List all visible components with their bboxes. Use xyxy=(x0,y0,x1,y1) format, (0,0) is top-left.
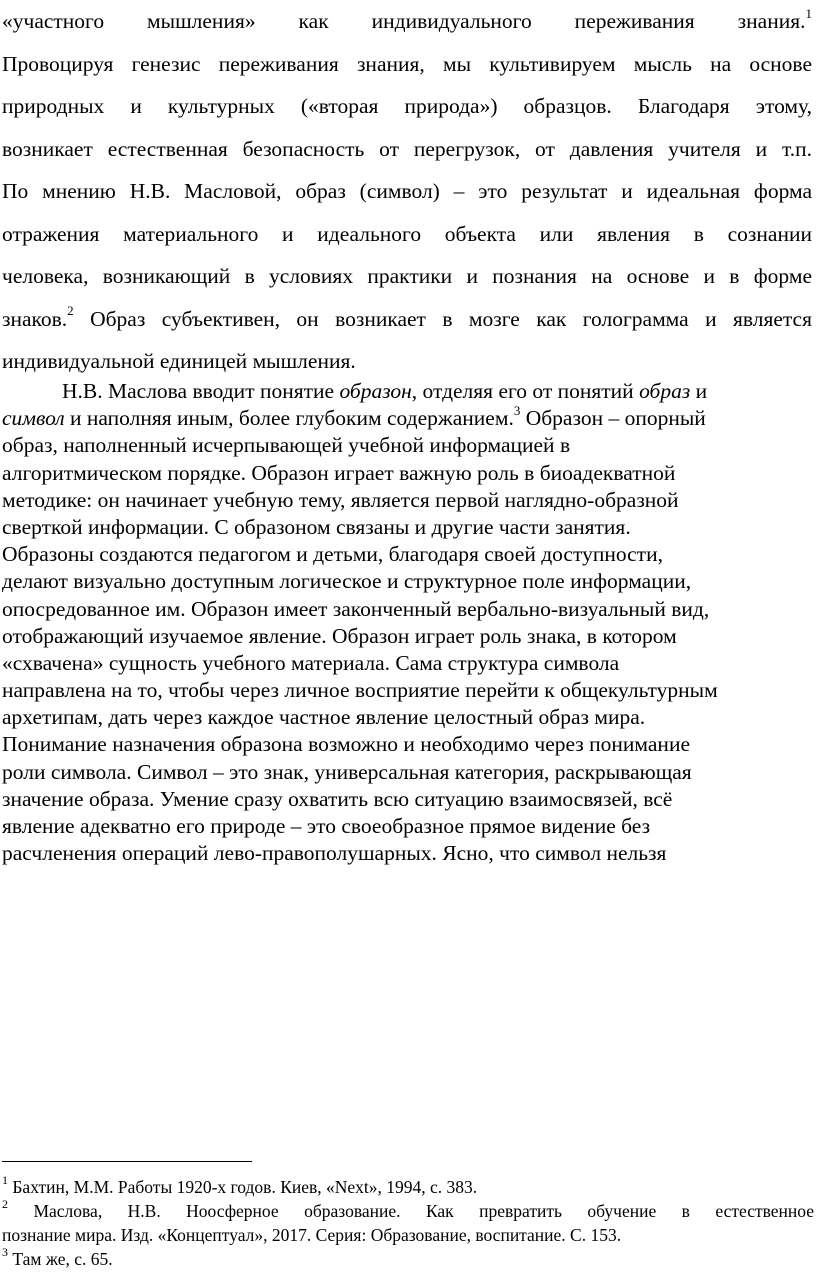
text-line: архетипам, дать через каждое частное явление целостный образ мира. xyxy=(2,705,646,730)
italic-term: символ xyxy=(2,406,65,431)
text-line: направлена на то, чтобы через личное восприятие перейти к общекультурным xyxy=(2,678,718,703)
text-line: знаков.$^2$ Образ субъективен, он возникает в мозге как голограмма и является xyxy=(2,303,812,331)
text-line: делают визуально доступным логическое и структурное поле информации, xyxy=(2,569,692,594)
text-line: природных и культурных («вторая природа») образцов. Благодаря этому, xyxy=(2,94,812,118)
text-line: По мнению Н.В. Масловой, образ (символ) – это результат и идеальная форма xyxy=(2,179,812,203)
footnotes-section xyxy=(2,1161,814,1271)
footnote-number: 2 xyxy=(2,1197,8,1212)
footnote-ref-1: 1 xyxy=(805,5,812,21)
footnote-number: 3 xyxy=(2,1245,8,1260)
footnote-ref-3: 3 xyxy=(513,403,521,419)
footnote-ref-2: 2 xyxy=(67,303,74,319)
italic-term: образон xyxy=(339,379,412,403)
footnote-line: $^1$ Бахтин, М.М. Работы 1920-х годов. Киев, «Next», 1994, с. 383. xyxy=(2,1173,478,1197)
text-line: «участного мышления» как индивидуального переживания знания.$^1$ xyxy=(2,5,812,33)
text-line: символ и наполняя иным, более глубоким содержанием.$^3$ Образон – опорный xyxy=(2,403,706,431)
text-line: опосредованное им. Образон имеет законченный вербально-визуальный вид, xyxy=(2,596,710,621)
text-line: Образоны создаются педагогом и детьми, благодаря своей доступности, xyxy=(2,542,663,567)
text-line: явление адекватно его природе – это своеобразное прямое видение без xyxy=(2,814,651,838)
footnote-line: $^3$ Там же, с. 65. xyxy=(2,1245,113,1269)
text-line: расчленения операций лево-правополушарных. Ясно, что символ нельзя xyxy=(2,841,667,866)
footnote-line: $^2$ Маслова, Н.В. Ноосферное образование. Как превратить обучение в естественное xyxy=(2,1197,814,1221)
footnote-line: познание мира. Изд. «Концептуал», 2017. Серия: Образование, воспитание. С. 153. xyxy=(2,1225,622,1245)
text-line: «схвачена» сущность учебного материала. Сама структура символа xyxy=(2,650,620,675)
footnote-2 xyxy=(2,1199,814,1247)
text-line: индивидуальной единицей мышления. xyxy=(2,349,356,373)
footnote-3 xyxy=(2,1247,814,1271)
paragraph-2 xyxy=(2,378,814,867)
text-line: образ, наполненный исчерпывающей учебной информацией в xyxy=(2,433,571,458)
text-line: Понимание назначения образона возможно и необходимо через понимание xyxy=(2,732,690,757)
text-line: методике: он начинает учебную тему, является первой наглядно-образной xyxy=(2,487,679,512)
text-line: роли символа. Символ – это знак, универсальная категория, раскрывающая xyxy=(2,759,692,784)
footnote-separator xyxy=(2,1161,252,1162)
text-line: значение образа. Умение сразу охватить всю ситуацию взаимосвязей, всё xyxy=(2,786,673,811)
footnote-number: 1 xyxy=(2,1173,8,1188)
italic-term: образ xyxy=(639,379,691,403)
text-line: сверткой информации. С образоном связаны и другие части занятия. xyxy=(2,514,631,539)
text-line: Провоцируя генезис переживания знания, мы культивируем мысль на основе xyxy=(2,51,812,76)
paragraph-1 xyxy=(2,0,812,383)
text-line: Н.В. Маслова вводит понятие образон, отделяя его от понятий образ и xyxy=(62,379,708,403)
text-line: алгоритмическом порядке. Образон играет важную роль в биоадекватной xyxy=(2,460,676,485)
text-line: возникает естественная безопасность от перегрузок, от давления учителя и т.п. xyxy=(2,136,812,161)
text-line: отображающий изучаемое явление. Образон играет роль знака, в котором xyxy=(2,623,677,648)
text-line: отражения материального и идеального объекта или явления в сознании xyxy=(2,221,812,246)
text-line: человека, возникающий в условиях практики и познания на основе и в форме xyxy=(2,264,812,288)
footnote-1 xyxy=(2,1175,814,1199)
